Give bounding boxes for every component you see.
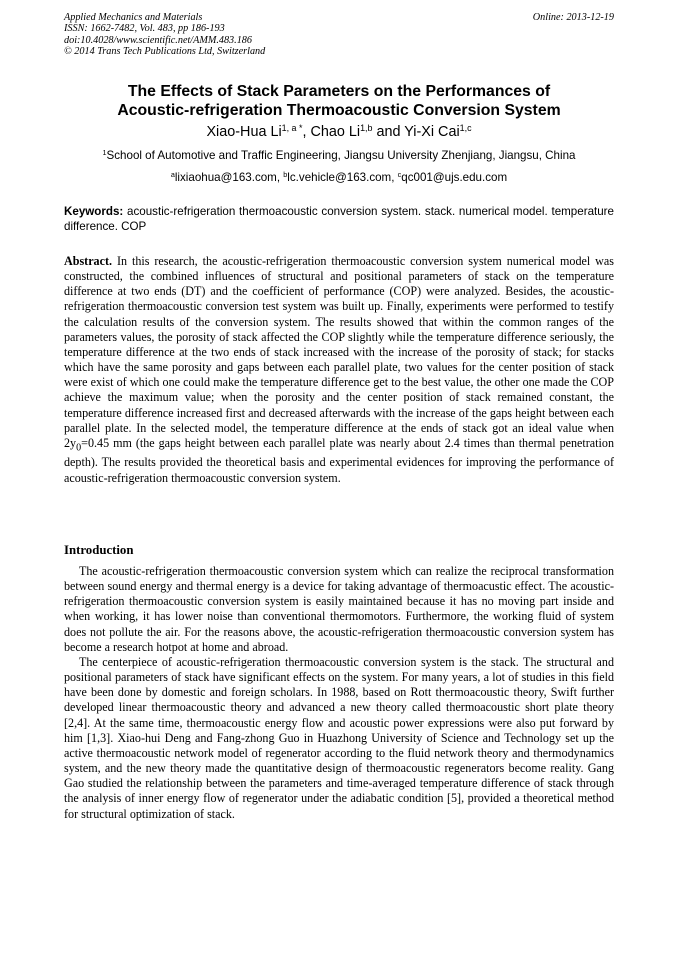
copyright-line: © 2014 Trans Tech Publications Ltd, Switzerland bbox=[64, 46, 266, 58]
keywords-text: acoustic-refrigeration thermoacoustic conversion system. stack. numerical model. temperature difference. COP bbox=[64, 205, 614, 233]
paragraph: The centerpiece of acoustic-refrigeration thermoacoustic conversion system is the stack. The structural and positional parameters of stack have significant effects on the system. For many years, a lot of studies in this field have been done by domestic and foreign scholars. In 1988, based on Rott thermoacoustic theory, Swift further developed linear thermoacoustic theory and advanced a new theory called thermoacoustic short plate theory [2,4]. At the same time, thermoacoustic energy flow and acoustic power expressions were also put forward by him [1,3]. Xiao-hui Deng and Fang-zhong Guo in Huazhong University of Science and Technology set up the active thermoacoustic network model of regenerator according to the fluid network theory and thermodynamics system, and the new theory made the quantitative design of thermoacoustic regenerators become reality. Gang Gao studied the relationship between the parameters and time-averaged temperature difference of stack through the analysis of inner energy flow of regenerator under the adiabatic condition [5], provided a theoretical method for structural optimization of stack. bbox=[64, 654, 614, 821]
keywords-section bbox=[64, 205, 614, 234]
introduction-section bbox=[64, 564, 614, 822]
affiliation-text: School of Automotive and Traffic Engineering, Jiangsu University Zhenjiang, Jiangsu, China bbox=[106, 149, 576, 162]
keywords-label: Keywords: bbox=[64, 205, 124, 218]
affiliation bbox=[50, 149, 628, 163]
author-name: Xiao-Hua Li bbox=[206, 124, 282, 140]
title-line-1: The Effects of Stack Parameters on the Performances of bbox=[127, 83, 551, 100]
author-superscript: 1,b bbox=[360, 123, 373, 134]
email-superscript: c bbox=[397, 170, 402, 180]
author-name: Chao Li bbox=[310, 124, 361, 140]
abstract-text-continued: =0.45 mm (the gaps height between each parallel plate was nearly about 2.4 times than thermal penetration depth). The results provided the theoretical basis and experimental evidences for improving the performance of acoustic-refrigeration thermoacoustic conversion system. bbox=[64, 435, 614, 485]
email-link[interactable]: lixiaohua@163.com, bbox=[174, 171, 284, 184]
online-date bbox=[533, 12, 614, 23]
author-superscript: 1, a * bbox=[281, 123, 303, 134]
author-name: Yi-Xi Cai bbox=[404, 124, 460, 140]
title-line-2: Acoustic-refrigeration Thermoacoustic Conversion System bbox=[117, 102, 561, 119]
author-list bbox=[50, 123, 628, 141]
email-link[interactable]: qc001@ujs.edu.com bbox=[401, 171, 508, 184]
email-superscript: b bbox=[283, 170, 288, 180]
paper-title bbox=[50, 82, 628, 120]
author-superscript: 1,c bbox=[459, 123, 472, 134]
paragraph: The acoustic-refrigeration thermoacoustic conversion system which can realize the reciprocal transformation between sound energy and thermal energy is a device for taking advantage of thermoacustic effect. The acoustic-refrigeration thermoacoustic conversion system is easily maintained because it has no moving part inside and when working, it has lower noise than conventional thermomotors. Furthermore, the working fluid of system does not pollute the air. For the reasons above, the acoustic-refrigeration thermoacoustic conversion system has become a research hotpot at home and abroad. bbox=[64, 564, 614, 654]
journal-header bbox=[64, 12, 265, 58]
title-block bbox=[50, 82, 628, 185]
abstract-section bbox=[64, 254, 614, 486]
abstract-subscript: 0 bbox=[76, 442, 82, 454]
doi-line: doi:10.4028/www.scientific.net/AMM.483.186 bbox=[64, 34, 252, 46]
abstract-label: Abstract. bbox=[64, 254, 113, 268]
journal-name: Applied Mechanics and Materials bbox=[64, 12, 203, 23]
author-separator: , bbox=[302, 124, 311, 140]
email-list bbox=[50, 171, 628, 185]
issn-line: ISSN: 1662-7482, Vol. 483, pp 186-193 bbox=[64, 23, 225, 35]
email-superscript: a bbox=[170, 170, 175, 180]
online-date-text: Online: 2013-12-19 bbox=[532, 12, 614, 23]
section-heading-introduction: Introduction bbox=[64, 543, 134, 557]
author-separator: and bbox=[372, 124, 405, 140]
abstract-text: In this research, the acoustic-refrigeration thermoacoustic conversion system numerical model was constructed, the combined influences of structural and positional parameters of stack on the temperature difference at two ends (DT) and the coefficient of performance (COP) were analyzed. Besides, the acoustic-refrigeration thermoacoustic conversion test system was built up. Finally, experiments were performed to testify the calculation results of the conversion system. The results showed that within the common ranges of the parameters values, the porosity of stack affected the COP slightly while the temperature difference seriously, the temperature difference at the two ends of stack increased with the increase of the porosity of stack; for stacks which have the same porosity and gaps between each parallel plate, two values for the center position of stack were exist of which one could make the temperature difference get to the best value, the other one made the COP achieve the maximum value; when the porosity and the center position of stack remained constant, the temperature difference increased first and decreased afterwards with the increase of the gaps height between each parallel plate. In the selected model, the temperature difference at the ends of stack got an ideal value when 2y bbox=[64, 254, 614, 450]
affiliation-superscript: 1 bbox=[102, 148, 107, 158]
email-link[interactable]: lc.vehicle@163.com, bbox=[287, 171, 398, 184]
